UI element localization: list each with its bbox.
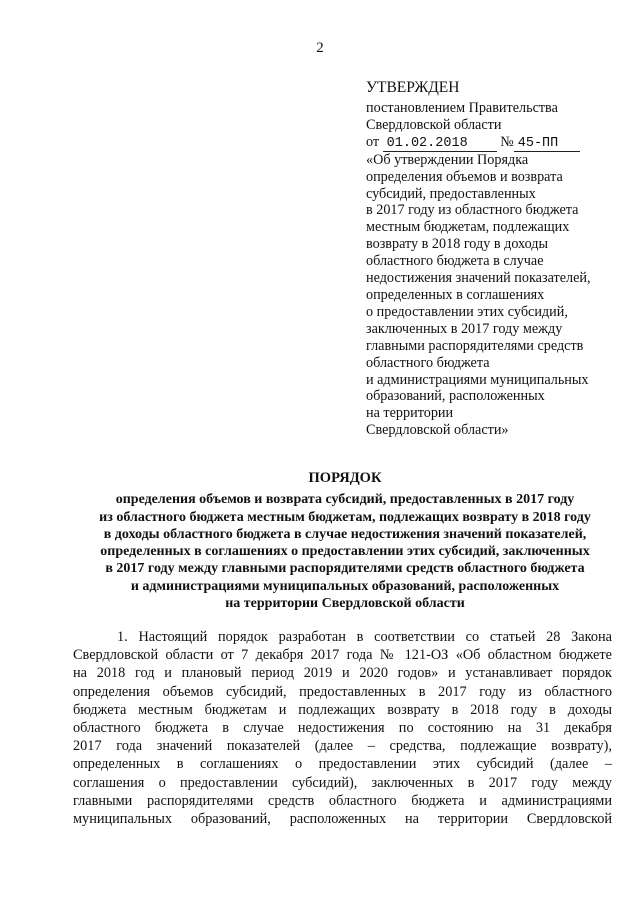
approval-title-line: о предоставлении этих субсидий, [366, 303, 568, 320]
approval-title-line: образований, расположенных [366, 388, 545, 405]
approval-date-number-line [366, 134, 626, 152]
body-line: бюджета местным бюджетам и подлежащих возврату в 2018 году в доходы [73, 701, 612, 718]
approval-title-line: областного бюджета [366, 354, 490, 371]
approval-title-line: областного бюджета в случае [366, 253, 544, 270]
document-title-line: в доходы областного бюджета в случае недостижения значений показателей, [103, 526, 587, 542]
approval-title-line: недостижения значений показателей, [366, 270, 591, 287]
body-line: 1. Настоящий порядок разработан в соответствии со статьей 28 Закона [117, 629, 612, 645]
document-title-line: в 2017 году между главными распорядителями средств областного бюджета [105, 561, 585, 577]
approval-title-line: на территории [366, 405, 454, 422]
approval-line: Свердловской области [366, 116, 502, 133]
approval-stamp [366, 80, 626, 439]
approval-title-line: субсидий, предоставленных [366, 185, 536, 202]
body-line: на 2018 год и плановый период 2019 и 2020 годов» и устанавливает порядок [73, 665, 612, 682]
body-line: муниципальных образований, расположенных на территории Свердловской [73, 811, 612, 828]
approval-title-line: Свердловской области» [366, 422, 509, 439]
body-line: областного бюджета в случае недостижения по состоянию на 31 декабря [73, 720, 612, 737]
approval-title-line: заключенных в 2017 году между [366, 320, 563, 337]
number-field: 45-ПП [514, 137, 580, 152]
document-title-line: определенных в соглашениях о предоставлении этих субсидий, заключенных [100, 544, 590, 560]
document-title-line: на территории Свердловской области [225, 596, 465, 612]
document-title-main: ПОРЯДОК [308, 470, 382, 486]
approval-heading: УТВЕРЖДЕН [366, 79, 460, 96]
approval-title-line: определенных в соглашениях [366, 286, 545, 303]
page-number: 2 [316, 40, 324, 56]
approval-title-line: «Об утверждении Порядка [366, 151, 529, 168]
body-line: Свердловской области от 7 декабря 2017 года № 121-ОЗ «Об областном бюджете [73, 647, 612, 664]
approval-title-line: и администрациями муниципальных [366, 371, 589, 388]
approval-title-line: местным бюджетам, подлежащих [366, 219, 570, 236]
document-title-line: определения объемов и возврата субсидий, предоставленных в 2017 году [115, 492, 575, 508]
approval-title-line: определения объемов и возврата [366, 168, 563, 185]
approval-title-line: возврату в 2018 году в доходы [366, 236, 549, 253]
approval-title-line: в 2017 году из областного бюджета [366, 202, 579, 219]
date-prefix: от [366, 133, 380, 150]
body-line: определенных в соглашениях о предоставлении этих субсидий (далее – [73, 756, 612, 773]
document-title-line: из областного бюджета местным бюджетам, подлежащих возврату в 2018 году [99, 509, 591, 525]
body-line: 2017 года значений показателей (далее – средства, подлежащие возврату), [73, 738, 612, 755]
body-line: соглашения о предоставлении субсидий), заключенных в 2017 году между [73, 774, 612, 791]
document-title [60, 470, 630, 612]
body-paragraph [73, 628, 612, 828]
date-field: 01.02.2018 [383, 137, 497, 152]
body-line: главными распорядителями средств областного бюджета и администрациями [73, 792, 612, 809]
body-line: определения объемов субсидий, предоставленных в 2017 году из областного [73, 683, 612, 700]
approval-line: постановлением Правительства [366, 99, 558, 116]
document-title-line: и администрациями муниципальных образований, расположенных [130, 578, 560, 594]
number-prefix: № [500, 133, 514, 150]
approval-title-line: главными распорядителями средств [366, 337, 584, 354]
